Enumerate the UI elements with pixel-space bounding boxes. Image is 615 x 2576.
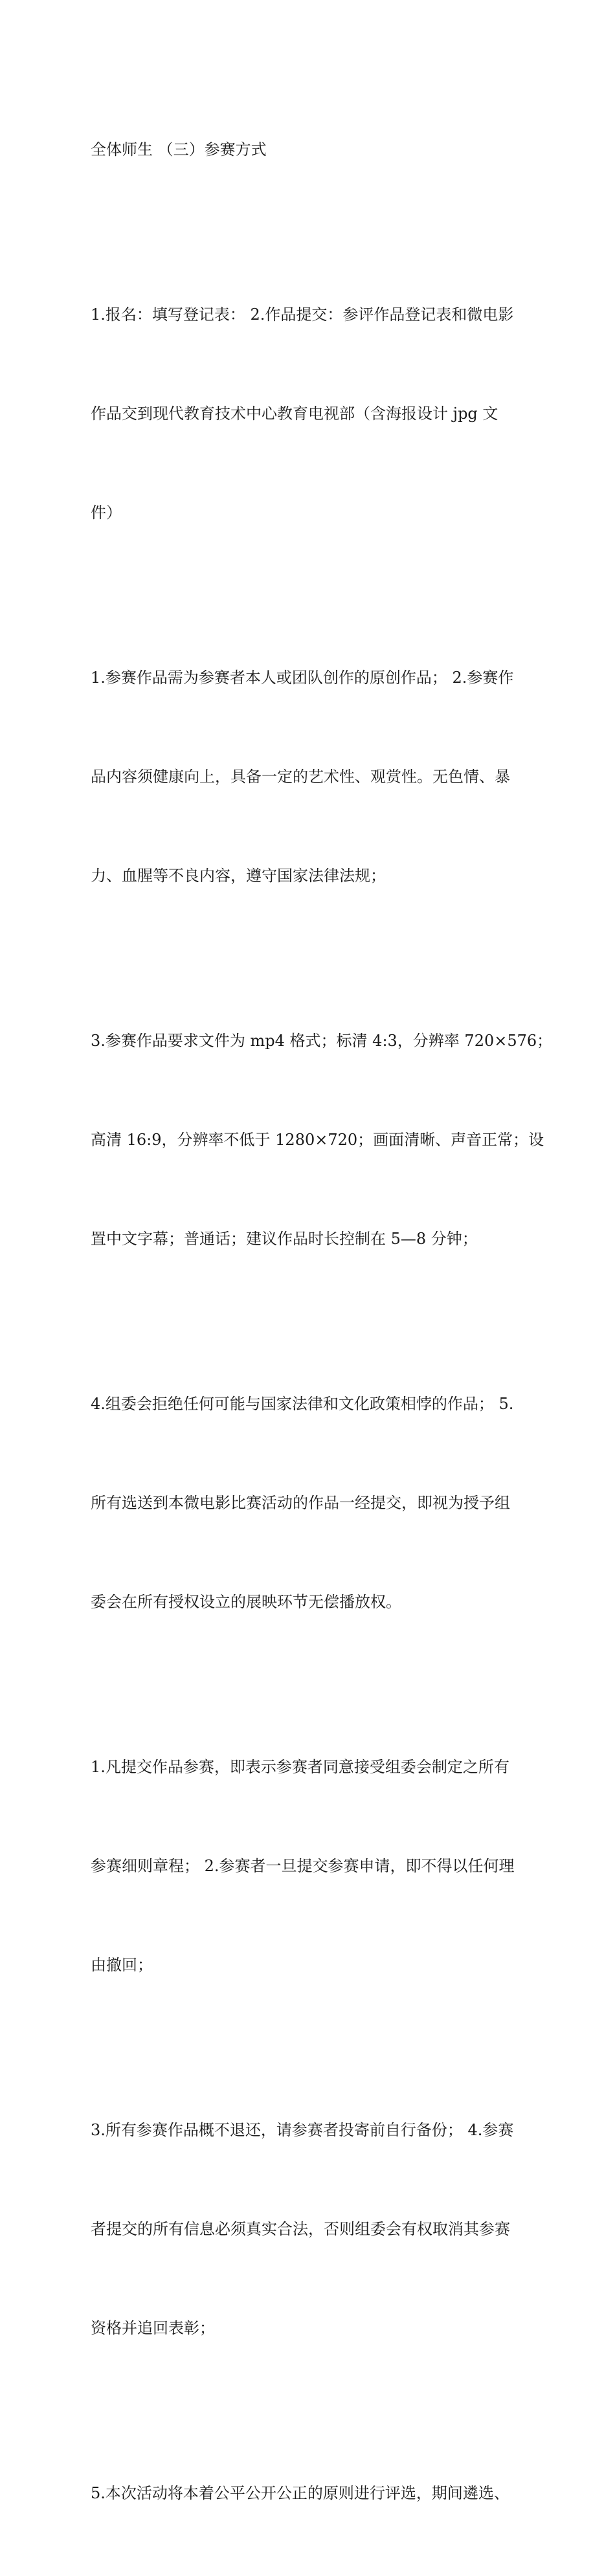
- paragraph-rules-1: [91, 1685, 526, 2048]
- paragraph-requirements-3: [91, 959, 553, 1322]
- text-line: 力、血腥等不良内容，遵守国家法律法规；: [91, 867, 386, 885]
- paragraph-requirements-1: [91, 595, 526, 959]
- paragraph-rules-3: [91, 2048, 526, 2411]
- text-line: 1.凡提交作品参赛，即表示参赛者同意接受组委会制定之所有: [91, 1758, 509, 1776]
- text-line: 1.参赛作品需为参赛者本人或团队创作的原创作品； 2.参赛作: [91, 669, 514, 687]
- text-line: 3.所有参赛作品概不退还，请参赛者投寄前自行备份； 4.参赛: [91, 2121, 514, 2139]
- text-line: 委会在所有授权设立的展映环节无偿播放权。: [91, 1593, 401, 1611]
- text-line: 置中文字幕；普通话；建议作品时长控制在 5—8 分钟；: [91, 1230, 478, 1248]
- paragraph-registration: [91, 232, 526, 595]
- text-line: 资格并追回表彰；: [91, 2319, 215, 2337]
- text-line: 品内容须健康向上，具备一定的艺术性、观赏性。无色情、暴: [91, 768, 510, 786]
- text-line: 件）: [91, 504, 122, 522]
- text-line: 者提交的所有信息必须真实合法，否则组委会有权取消其参赛: [91, 2220, 510, 2238]
- text-line: 3.参赛作品要求文件为 mp4 格式；标清 4:3，分辨率 720×576；: [91, 1032, 553, 1050]
- text-line: 1.报名：填写登记表： 2.作品提交：参评作品登记表和微电影: [91, 305, 514, 324]
- text-line: 5.本次活动将本着公平公开公正的原则进行评选，期间遴选、: [91, 2484, 509, 2502]
- paragraph-heading: [91, 67, 526, 232]
- paragraph-rules-5: [91, 2411, 526, 2576]
- text-line: 4.组委会拒绝任何可能与国家法律和文化政策相悖的作品； 5.: [91, 1395, 514, 1413]
- paragraph-requirements-4: [91, 1322, 526, 1685]
- text-line: 高清 16:9，分辨率不低于 1280×720；画面清晰、声音正常；设: [91, 1131, 544, 1149]
- text-line: 参赛细则章程； 2.参赛者一旦提交参赛申请，即不得以任何理: [91, 1857, 515, 1875]
- text-line: 作品交到现代教育技术中心教育电视部（含海报设计 jpg 文: [91, 405, 498, 423]
- text-line: 由撤回；: [91, 1956, 153, 1974]
- text-line: 全体师生 （三）参赛方式: [91, 140, 267, 159]
- text-line: 所有选送到本微电影比赛活动的作品一经提交，即视为授予组: [91, 1494, 510, 1512]
- document-body: [91, 67, 553, 2576]
